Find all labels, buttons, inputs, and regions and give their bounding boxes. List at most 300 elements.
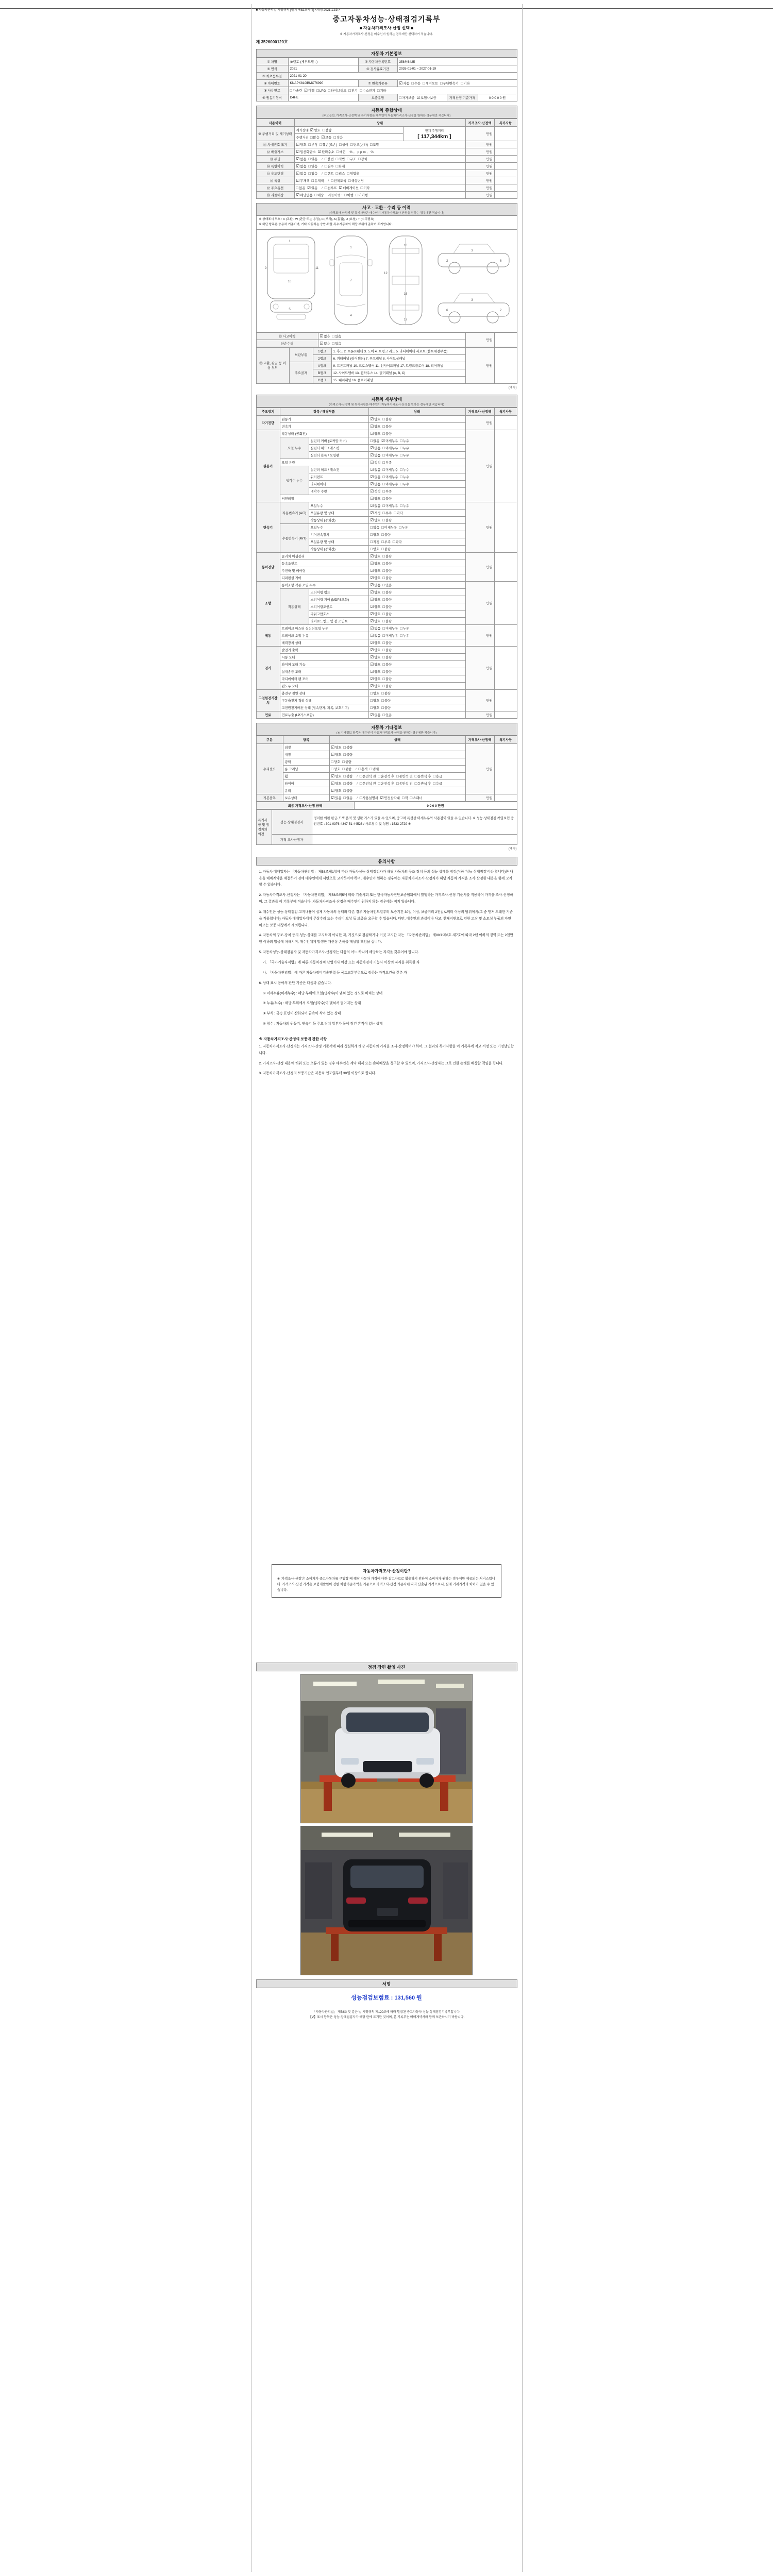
checkbox-option[interactable] — [371, 649, 381, 652]
checkbox-icon: □ — [370, 524, 373, 530]
checkbox-option[interactable] — [381, 533, 391, 537]
checkbox-option[interactable] — [343, 775, 352, 778]
checkbox-option[interactable] — [381, 439, 398, 443]
checkbox-icon: □ — [382, 423, 385, 429]
checkbox-option[interactable] — [382, 512, 392, 515]
checkbox-icon: ☑ — [320, 333, 324, 338]
part-label: 주요골격 — [289, 362, 313, 383]
note-cell — [494, 177, 517, 184]
checkbox-option[interactable] — [371, 656, 381, 659]
checkbox-label: 없음 — [374, 713, 381, 717]
checkbox-option[interactable] — [382, 605, 392, 609]
checkbox-option[interactable] — [344, 194, 354, 197]
checkbox-option[interactable] — [371, 425, 381, 429]
checkbox-option[interactable] — [415, 775, 431, 778]
checkbox-option[interactable] — [310, 129, 321, 132]
checkbox-option[interactable] — [378, 782, 394, 786]
checkbox-option[interactable] — [382, 461, 392, 465]
checkbox-option[interactable] — [371, 577, 381, 580]
checkbox-option[interactable] — [322, 136, 332, 140]
checkbox-option[interactable] — [371, 461, 381, 465]
checkbox-option[interactable] — [371, 562, 381, 566]
checkbox-option[interactable] — [371, 634, 381, 638]
rank-items: 9. 프론트패널 10. 크로스멤버 11. 인사이드패널 17. 트렁크플로어 18. 리어패널 — [331, 362, 465, 369]
checkbox-option[interactable] — [382, 490, 392, 494]
item-label: 라디에이터 — [309, 480, 368, 487]
checkbox-icon: □ — [332, 333, 334, 338]
note-cell — [494, 711, 517, 718]
checkbox-option[interactable] — [433, 775, 442, 778]
checkbox-option[interactable] — [360, 782, 376, 786]
note-cell — [494, 502, 517, 552]
note-cell — [494, 794, 517, 801]
warranty-item: 3. 자동차가격조사·산정의 보증기간은 자동차 인도일부터 30일 이상으로 합니다. — [259, 1072, 376, 1076]
checkbox-option[interactable] — [371, 418, 381, 421]
checkbox-option[interactable] — [382, 591, 392, 595]
checkbox-option[interactable] — [416, 96, 436, 100]
checkbox-option[interactable] — [382, 584, 392, 587]
checkbox-option[interactable] — [400, 634, 409, 638]
checkbox-option[interactable] — [400, 476, 409, 479]
checkbox-option[interactable] — [400, 447, 409, 450]
item-label: 발전기 출력 — [280, 646, 368, 653]
column-header: 상태 — [329, 736, 465, 743]
checkbox-option[interactable] — [343, 753, 352, 757]
checkbox-option[interactable] — [333, 136, 343, 140]
checkbox-option[interactable] — [331, 782, 342, 786]
item-label: 작동상태 (공회전) — [309, 545, 368, 552]
row-state — [368, 704, 465, 711]
checkbox-option[interactable] — [371, 512, 381, 515]
checkbox-label: 색상변경 — [351, 179, 364, 183]
checkbox-option[interactable] — [461, 82, 470, 86]
checkbox-option[interactable] — [308, 158, 317, 161]
checkbox-icon: □ — [324, 185, 327, 190]
checkbox-option[interactable] — [339, 143, 348, 147]
checkbox-option[interactable] — [371, 540, 380, 544]
car-diagram-top — [325, 233, 377, 329]
footer-line: 「자동차관리법」 제58조 및 같은 법 시행규칙 제120조에 따라 발급된 중고자동차 성능·상태점검기록부입니다. — [312, 2010, 461, 2014]
rank-items: 1. 후드 2. 프론트휀더 3. 도어 4. 트렁크 리드 5. 라디에이터 서포트 (볼트체결부품) — [331, 347, 465, 354]
checkbox-option[interactable] — [371, 476, 381, 479]
item-label: 연료누출 (LP가스포함) — [280, 711, 368, 718]
checkbox-option[interactable] — [310, 136, 320, 140]
checkbox-option[interactable] — [371, 490, 381, 494]
checkbox-option[interactable] — [382, 519, 392, 522]
checkbox-option[interactable] — [382, 627, 398, 631]
checkbox-option[interactable] — [382, 656, 392, 659]
checkbox-icon: □ — [382, 597, 385, 602]
checkbox-option[interactable] — [371, 685, 381, 688]
checkbox-option[interactable] — [315, 194, 324, 197]
checkbox-option[interactable] — [382, 598, 392, 602]
price-cell: 만원 — [465, 581, 494, 624]
checkbox-option[interactable] — [400, 483, 409, 486]
checkbox-option[interactable] — [371, 468, 381, 472]
checkbox-option[interactable] — [423, 82, 438, 86]
checkbox-option[interactable] — [382, 483, 398, 486]
checkbox-option[interactable] — [296, 158, 307, 161]
checkbox-option[interactable] — [381, 548, 391, 551]
checkbox-option[interactable] — [381, 699, 391, 703]
checkbox-option[interactable] — [371, 533, 380, 537]
checkbox-option[interactable] — [381, 540, 391, 544]
separator: / — [322, 172, 323, 176]
price-cell: 만원 — [465, 148, 494, 156]
checkbox-label: 없음 — [300, 165, 307, 168]
checkbox-option[interactable] — [296, 194, 313, 197]
checkbox-option[interactable] — [382, 432, 392, 436]
checkbox-label: 양호 — [314, 129, 321, 132]
checkbox-option[interactable] — [371, 569, 381, 573]
note-cell — [494, 170, 517, 177]
checkbox-option[interactable] — [440, 82, 459, 86]
checkbox-option[interactable] — [342, 760, 351, 764]
checkbox-icon: □ — [359, 795, 362, 800]
checkbox-option[interactable] — [382, 613, 392, 616]
checkbox-option[interactable] — [332, 335, 341, 338]
checkbox-icon: □ — [382, 625, 385, 631]
checkbox-option[interactable] — [331, 775, 342, 778]
row-state — [329, 794, 465, 801]
checkbox-option[interactable] — [360, 796, 378, 800]
checkbox-icon: □ — [331, 759, 334, 764]
checkbox-option[interactable] — [381, 706, 391, 710]
checkbox-option[interactable] — [347, 172, 359, 176]
checkbox-icon: □ — [382, 712, 385, 717]
checkbox-option[interactable] — [399, 526, 408, 530]
checkbox-icon: □ — [359, 88, 362, 93]
checkbox-option[interactable] — [371, 432, 381, 436]
checkbox-option[interactable] — [378, 775, 394, 778]
checkbox-icon: □ — [414, 773, 417, 778]
checkbox-option[interactable] — [311, 179, 324, 183]
checkbox-option[interactable] — [331, 746, 342, 750]
checkbox-option[interactable] — [382, 476, 398, 479]
checkbox-option[interactable] — [382, 454, 398, 457]
checkbox-option[interactable] — [415, 782, 431, 786]
checkbox-option[interactable] — [323, 129, 332, 132]
checkbox-label: 썬루프 — [327, 187, 337, 190]
checkbox-option[interactable] — [371, 591, 381, 595]
checkbox-option[interactable] — [296, 187, 306, 190]
checkbox-option[interactable] — [336, 165, 345, 168]
checkbox-option[interactable] — [358, 158, 367, 161]
checkbox-icon: □ — [400, 474, 402, 479]
checkbox-option[interactable] — [382, 555, 392, 558]
checkbox-icon: ☑ — [370, 683, 374, 688]
checkbox-icon: □ — [370, 539, 373, 544]
item-label: 윈도우 모터 — [280, 682, 368, 689]
row-state — [368, 415, 465, 422]
car-name-value: 쏘렌토 (세부모델 : ) — [288, 58, 358, 65]
checkbox-option[interactable] — [396, 775, 413, 778]
checkbox-icon: □ — [358, 766, 361, 771]
row-state — [368, 480, 465, 487]
checkbox-option[interactable] — [371, 555, 381, 558]
checkbox-option[interactable] — [371, 526, 380, 530]
checkbox-option[interactable] — [360, 89, 375, 93]
checkbox-option[interactable] — [325, 158, 334, 161]
checkbox-option[interactable] — [371, 670, 381, 674]
checkbox-option[interactable] — [382, 425, 392, 429]
checkbox-option[interactable] — [370, 143, 379, 147]
checkbox-option[interactable] — [382, 569, 392, 573]
separator: / — [322, 165, 323, 168]
checkbox-icon: ☑ — [399, 81, 403, 86]
checkbox-option[interactable] — [320, 335, 330, 338]
row-state — [368, 531, 465, 538]
checkbox-label: 불량 — [385, 425, 392, 429]
checkbox-option[interactable] — [371, 699, 380, 703]
checkbox-option[interactable] — [400, 504, 409, 508]
checkbox-option[interactable] — [382, 685, 392, 688]
checkbox-option[interactable] — [331, 753, 342, 757]
checkbox-label: 양호 — [374, 655, 381, 659]
checkbox-option[interactable] — [336, 158, 345, 161]
checkbox-option[interactable] — [382, 418, 392, 421]
checkbox-option[interactable] — [325, 165, 334, 168]
checkbox-option[interactable] — [307, 187, 317, 190]
current-mileage-box — [404, 127, 465, 141]
checkbox-label: 침수 — [327, 165, 334, 168]
checkbox-option[interactable] — [343, 746, 352, 750]
checkbox-option[interactable] — [331, 179, 346, 183]
checkbox-option[interactable] — [356, 194, 368, 197]
checkbox-option[interactable] — [359, 768, 368, 771]
checkbox-option[interactable] — [360, 775, 376, 778]
checkbox-icon: ☑ — [339, 185, 343, 190]
checkbox-icon: □ — [355, 193, 358, 197]
checkbox-option[interactable] — [371, 447, 381, 450]
checkbox-option[interactable] — [371, 627, 381, 631]
checkbox-option[interactable] — [308, 143, 317, 147]
checkbox-option[interactable] — [348, 89, 358, 93]
checkbox-option[interactable] — [371, 692, 380, 696]
checkbox-option[interactable] — [371, 504, 381, 508]
checkbox-option[interactable] — [290, 89, 303, 93]
checkbox-option[interactable] — [320, 342, 330, 346]
inspection-insurance-fee — [256, 1993, 517, 2002]
checkbox-option[interactable] — [316, 89, 326, 93]
detail-row — [256, 689, 517, 697]
checkbox-option[interactable] — [382, 634, 398, 638]
checkbox-icon: □ — [382, 662, 385, 667]
exchange-panel-table — [256, 347, 517, 384]
checkbox-option[interactable] — [361, 187, 370, 190]
checkbox-option[interactable] — [382, 620, 392, 623]
checkbox-option[interactable] — [343, 782, 352, 786]
checkbox-option[interactable] — [337, 150, 346, 154]
checkbox-option[interactable] — [320, 143, 337, 147]
checkbox-option[interactable] — [308, 172, 317, 176]
checkbox-option[interactable] — [308, 165, 317, 168]
checkbox-icon: □ — [414, 781, 417, 786]
checkbox-label: 운전석 후 — [381, 774, 395, 778]
checkbox-option[interactable] — [331, 796, 342, 800]
checkbox-option[interactable] — [399, 96, 415, 100]
checkbox-icon: □ — [308, 171, 311, 176]
checkbox-option[interactable] — [318, 150, 334, 154]
checkbox-option[interactable] — [328, 89, 346, 93]
checkbox-option[interactable] — [382, 504, 398, 508]
checkbox-option[interactable] — [339, 187, 359, 190]
overall-row — [256, 184, 517, 192]
checkbox-icon: □ — [382, 618, 385, 623]
svg-text:9: 9 — [265, 266, 267, 270]
photo-rear-svg — [301, 1826, 472, 1975]
checkbox-option[interactable] — [410, 796, 423, 800]
checkbox-option[interactable] — [371, 548, 380, 551]
note-cell — [494, 552, 517, 581]
checkbox-option[interactable] — [381, 526, 397, 530]
checkbox-option[interactable] — [343, 789, 352, 793]
checkbox-option[interactable] — [382, 641, 392, 645]
checkbox-option[interactable] — [296, 172, 307, 176]
checkbox-option[interactable] — [382, 577, 392, 580]
row-label: ⑫ 배출가스 — [256, 148, 294, 156]
basic-row — [256, 94, 517, 101]
row-state — [368, 444, 465, 451]
checkbox-option[interactable] — [411, 82, 421, 86]
checkbox-icon: □ — [382, 510, 385, 515]
legend-line: ※ 하단 항목은 승용차 기준이며, 기타 자동차는 승합·화물·특수자동차의 해당 부위에 준하여 표기합니다. — [259, 223, 393, 226]
checkbox-icon: ☑ — [296, 142, 300, 147]
checkbox-icon: □ — [382, 582, 385, 587]
checkbox-option[interactable] — [371, 677, 381, 681]
checkbox-icon: □ — [348, 178, 351, 183]
checkbox-option[interactable] — [325, 172, 334, 176]
checkbox-label: 훼손(오손) — [322, 143, 338, 147]
note-cell — [494, 646, 517, 689]
checkbox-option[interactable] — [304, 89, 314, 93]
device-label: 조향 — [256, 581, 280, 624]
notice-item: 4. 자동차의 구조·장치 등의 성능·상태를 고지하지 아니한 자, 거짓으로 점검하거나 거짓 고지한 자는 「자동차관리법」 제80조제6호·제7호에 따라 2년 이하의 징역 또는 2천만원 이하의 벌금에 처해지며, 매수인에게 발생한 재산상 손해를 배상할 책임을 집니다. — [259, 934, 513, 944]
checkbox-option[interactable] — [380, 796, 400, 800]
checkbox-option[interactable] — [348, 179, 364, 183]
checkbox-option[interactable] — [296, 143, 307, 147]
checkbox-option[interactable] — [347, 158, 356, 161]
fee-label: 성능점검보험료 : — [351, 1994, 393, 2001]
checkbox-option[interactable] — [393, 540, 402, 544]
checkbox-option[interactable] — [332, 342, 341, 346]
checkbox-option[interactable] — [371, 584, 381, 587]
checkbox-label: 있음 — [385, 583, 392, 587]
checkbox-option[interactable] — [382, 677, 392, 681]
checkbox-option[interactable] — [350, 143, 368, 147]
checkbox-label: 없음 — [373, 526, 380, 530]
checkbox-option[interactable] — [296, 179, 310, 183]
checkbox-option[interactable] — [382, 447, 398, 450]
checkbox-icon: □ — [316, 88, 319, 93]
checkbox-option[interactable] — [371, 714, 381, 717]
checkbox-option[interactable] — [371, 598, 381, 602]
checkbox-option[interactable] — [336, 172, 345, 176]
checkbox-icon: ☑ — [370, 416, 374, 421]
checkbox-icon: □ — [410, 795, 413, 800]
checkbox-option[interactable] — [296, 165, 307, 168]
checkbox-option[interactable] — [399, 82, 410, 86]
checkbox-option[interactable] — [371, 483, 381, 486]
checkbox-option[interactable] — [382, 468, 398, 472]
checkbox-option[interactable] — [371, 641, 381, 645]
checkbox-option[interactable] — [381, 692, 391, 696]
checkbox-option[interactable] — [369, 768, 379, 771]
checkbox-option[interactable] — [343, 796, 352, 800]
checkbox-option[interactable] — [371, 620, 381, 623]
checkbox-label: 양호 — [335, 782, 342, 786]
checkbox-label: 미세누수 — [385, 475, 398, 479]
checkbox-label: 일산화탄소 — [300, 150, 316, 154]
checkbox-option[interactable] — [371, 613, 381, 616]
checkbox-icon: ☑ — [370, 503, 374, 508]
section-note: (가격조사·산정액 및 특기사항은 매수인이 자동차가격조사·산정을 원하는 경우에만 적습니다) — [329, 403, 444, 406]
checkbox-option[interactable] — [382, 497, 392, 501]
checkbox-label: 전체도색 — [333, 179, 346, 183]
checkbox-option[interactable] — [342, 768, 351, 771]
checkbox-icon: ☑ — [331, 773, 335, 778]
checkbox-option[interactable] — [382, 714, 392, 717]
checkbox-option[interactable] — [400, 439, 409, 443]
checkbox-label: 불량 — [325, 129, 332, 132]
row-state — [294, 134, 404, 141]
checkbox-option[interactable] — [433, 782, 442, 786]
checkbox-option[interactable] — [325, 187, 337, 190]
checkbox-option[interactable] — [400, 468, 409, 472]
checkbox-option[interactable] — [371, 706, 380, 710]
checkbox-option[interactable] — [371, 439, 380, 443]
checkbox-option[interactable] — [402, 796, 408, 800]
etc-header-row — [256, 736, 517, 743]
checkbox-option[interactable] — [371, 605, 381, 609]
checkbox-option[interactable] — [400, 627, 409, 631]
checkbox-icon: □ — [381, 546, 384, 551]
checkbox-option[interactable] — [382, 670, 392, 674]
price-cell: 만원 — [465, 415, 494, 430]
checkbox-label: 많음 — [313, 136, 320, 140]
svg-text:1: 1 — [350, 246, 352, 249]
checkbox-option[interactable] — [377, 89, 386, 93]
checkbox-option[interactable] — [382, 663, 392, 667]
row-label: ⑩ 주행거리 및 계기상태 — [256, 127, 294, 141]
row-label: ⑪ 차대번호 표기 — [256, 141, 294, 148]
svg-text:12: 12 — [384, 272, 388, 275]
checkbox-label: 적음 — [336, 136, 343, 140]
item-label: 라디에이터 팬 모터 — [280, 675, 368, 682]
overall-row — [256, 156, 517, 163]
checkbox-option[interactable] — [394, 512, 403, 515]
basic-row — [256, 58, 517, 65]
checkbox-option[interactable] — [382, 649, 392, 652]
rank-label: C랭크 — [313, 376, 331, 383]
checkbox-option[interactable] — [371, 663, 381, 667]
section-note: (※ 기타정보 항목은 매수인이 자동차가격조사·산정을 원하는 경우에만 적습니다) — [336, 731, 437, 735]
checkbox-label: 냄새 — [372, 767, 379, 771]
column-header: 가격조사·산정액 — [465, 119, 494, 127]
checkbox-option[interactable] — [382, 562, 392, 566]
rank-items: 15. 대쉬패널 16. 플로어패널 — [331, 376, 465, 383]
checkbox-option[interactable] — [331, 789, 342, 793]
checkbox-option[interactable] — [400, 454, 409, 457]
item-label: 스티어링조인트 — [309, 603, 368, 610]
checkbox-option[interactable] — [296, 150, 316, 154]
checkbox-option[interactable] — [371, 454, 381, 457]
checkbox-option[interactable] — [371, 519, 381, 522]
checkbox-option[interactable] — [331, 760, 341, 764]
checkbox-option[interactable] — [396, 782, 413, 786]
checkbox-option[interactable] — [331, 768, 341, 771]
checkbox-option[interactable] — [371, 497, 381, 501]
